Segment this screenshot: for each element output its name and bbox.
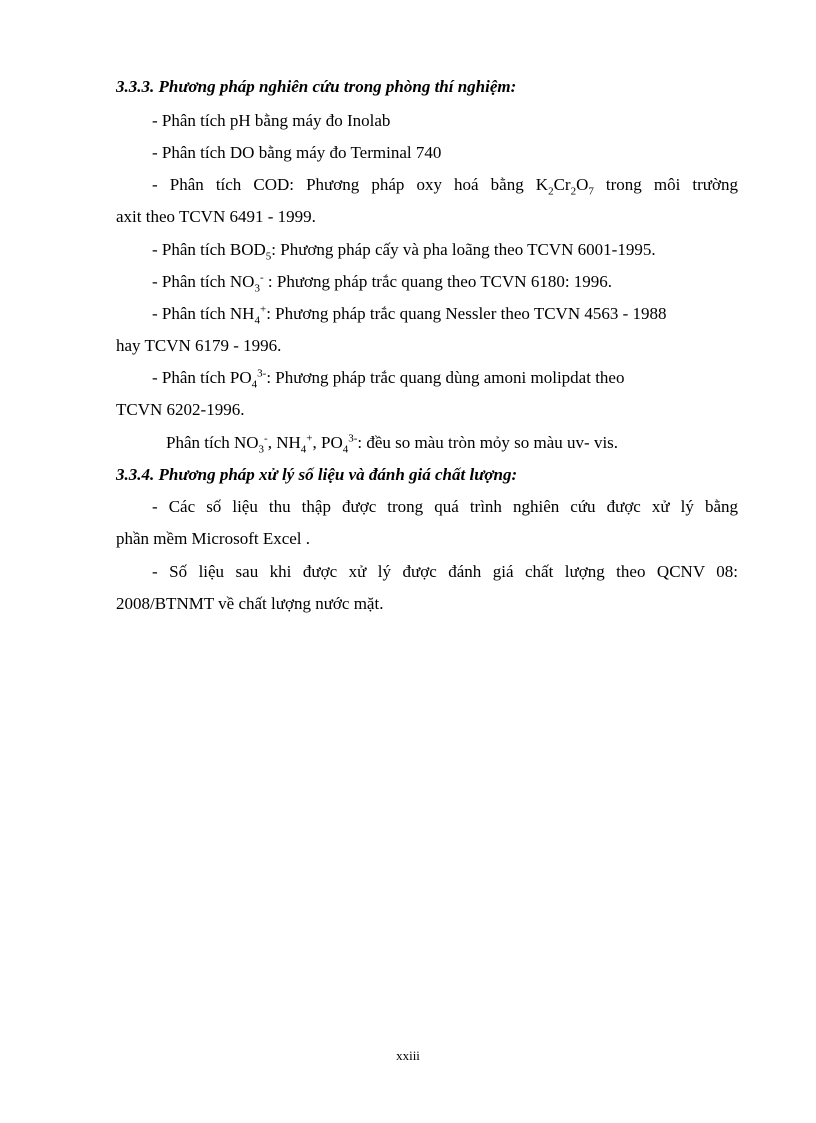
item-no3: - Phân tích $NO_3^-$ : Phương pháp trắc quang theo TCVN 6180: 1996. <box>152 271 613 295</box>
item-do: - Phân tích DO bằng máy đo Terminal 740 <box>152 143 442 162</box>
item-cod-line1: - Phân tích COD: Phương pháp oxy hoá bằng $K_2Cr_2O_7$ trong môi trường <box>152 175 739 198</box>
item-po4-line1: - Phân tích $PO_4^{3-}$: Phương pháp trắc quang dùng amoni molipdat theo <box>152 367 625 391</box>
item-nh4-line2: hay TCVN 6179 - 1996. <box>116 336 282 355</box>
section-heading-333: 3.3.3. Phương pháp nghiên cứu trong phòng thí nghiệm: <box>116 77 517 96</box>
para-excel-line2: phần mềm Microsoft Excel . <box>116 529 311 548</box>
section-heading-334: 3.3.4. Phương pháp xử lý số liệu và đánh giá chất lượng: <box>116 465 518 484</box>
item-ph: - Phân tích pH bằng máy đo Inolab <box>152 111 391 130</box>
page-number: xxiii <box>396 1048 420 1063</box>
item-cod-line2: axit theo TCVN 6491 - 1999. <box>116 207 316 226</box>
item-nh4-line1: - Phân tích $NH_4^+$: Phương pháp trắc quang Nessler theo TCVN 4563 - 1988 <box>152 303 667 327</box>
item-po4-line2: TCVN 6202-1996. <box>116 400 245 419</box>
para-excel-line1: - Các số liệu thu thập được trong quá trình nghiên cứu được xử lý bằng <box>152 497 738 516</box>
para-qcvn-line1: - Số liệu sau khi được xử lý được đánh giá chất lượng theo QCNV 08: <box>152 562 738 581</box>
item-bod: - Phân tích $BOD_5$: Phương pháp cấy và pha loãng theo TCVN 6001-1995. <box>152 240 656 263</box>
para-qcvn-line2: 2008/BTNMT về chất lượng nước mặt. <box>116 594 384 613</box>
summary-colorimetry: Phân tích $NO_3^-$, $NH_4^+$, $PO_4^{3-}$: đều so màu tròn mỏy so màu uv- vis. <box>166 432 619 456</box>
